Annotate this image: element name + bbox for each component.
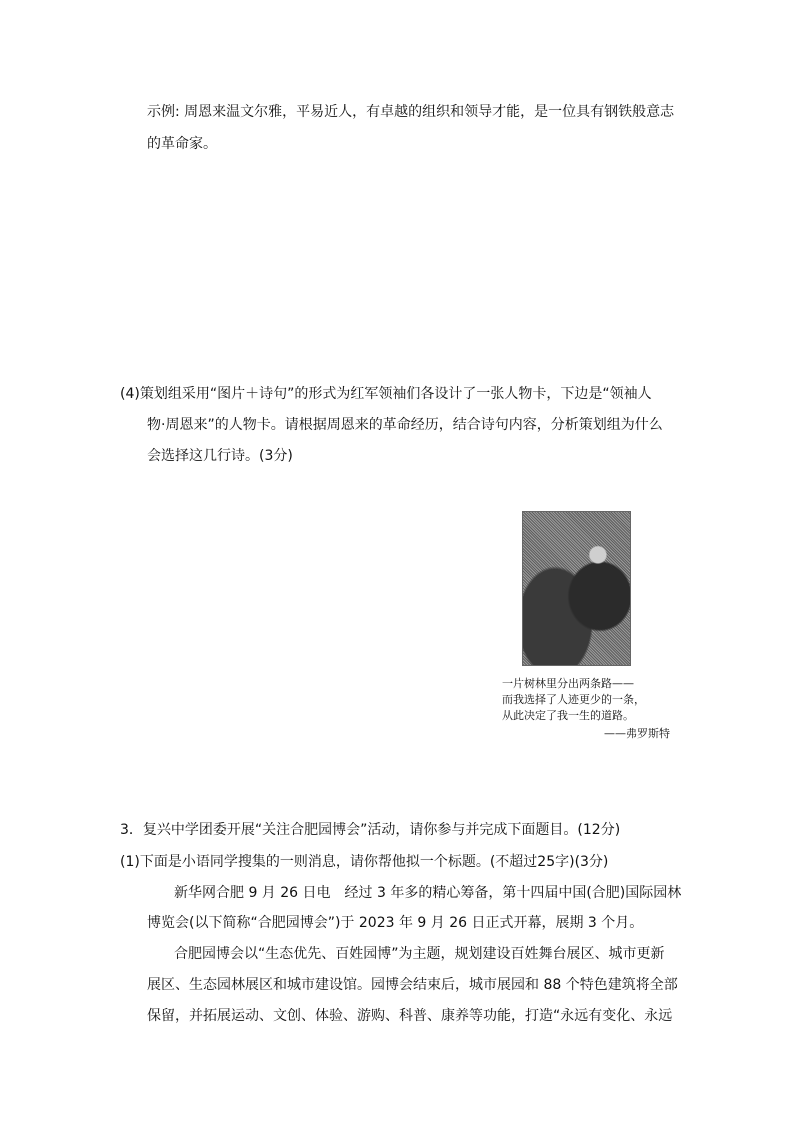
news-para-2-line-2: 展区、生态园林展区和城市建设馆。园博会结束后，城市展园和 88 个特色建筑将全部 xyxy=(147,977,678,993)
news-para-2-line-1: 合肥园博会以“生态优先、百姓园博”为主题，规划建设百姓舞台展区、城市更新 xyxy=(174,946,665,962)
poem-line-1: 一片树林里分出两条路—— xyxy=(502,677,634,690)
zhou-enlai-photo xyxy=(522,511,631,666)
poem-author: ——弗罗斯特 xyxy=(604,727,670,740)
news-para-1-line-2: 博览会(以下简称“合肥园博会”)于 2023 年 9 月 26 日正式开幕，展期 3 个月。 xyxy=(147,915,644,931)
question-4-line-3: 会选择这几行诗。(3分) xyxy=(147,448,293,464)
question-3-sub-1: (1)下面是小语同学搜集的一则消息，请你帮他拟一个标题。(不超过25字)(3分) xyxy=(120,854,609,870)
question-4-line-1: (4)策划组采用“图片＋诗句”的形式为红军领袖们各设计了一张人物卡，下边是“领袖人 xyxy=(120,386,652,402)
question-3-title: 3．复兴中学团委开展“关注合肥园博会”活动，请你参与并完成下面题目。(12分) xyxy=(120,822,621,838)
poem-line-3: 从此决定了我一生的道路。 xyxy=(502,709,634,722)
news-para-1-line-1: 新华网合肥 9 月 26 日电 经过 3 年多的精心筹备，第十四届中国(合肥)国际园林 xyxy=(174,885,682,901)
example-line-1: 示例: 周恩来温文尔雅，平易近人，有卓越的组织和领导才能，是一位具有钢铁般意志 xyxy=(147,104,675,120)
poem-line-2: 而我选择了人迹更少的一条， xyxy=(502,693,645,706)
question-4-line-2: 物·周恩来”的人物卡。请根据周恩来的革命经历，结合诗句内容，分析策划组为什么 xyxy=(147,417,663,433)
example-line-2: 的革命家。 xyxy=(147,136,217,152)
news-para-2-line-3: 保留，并拓展运动、文创、体验、游购、科普、康养等功能，打造“永远有变化、永远 xyxy=(147,1008,673,1024)
